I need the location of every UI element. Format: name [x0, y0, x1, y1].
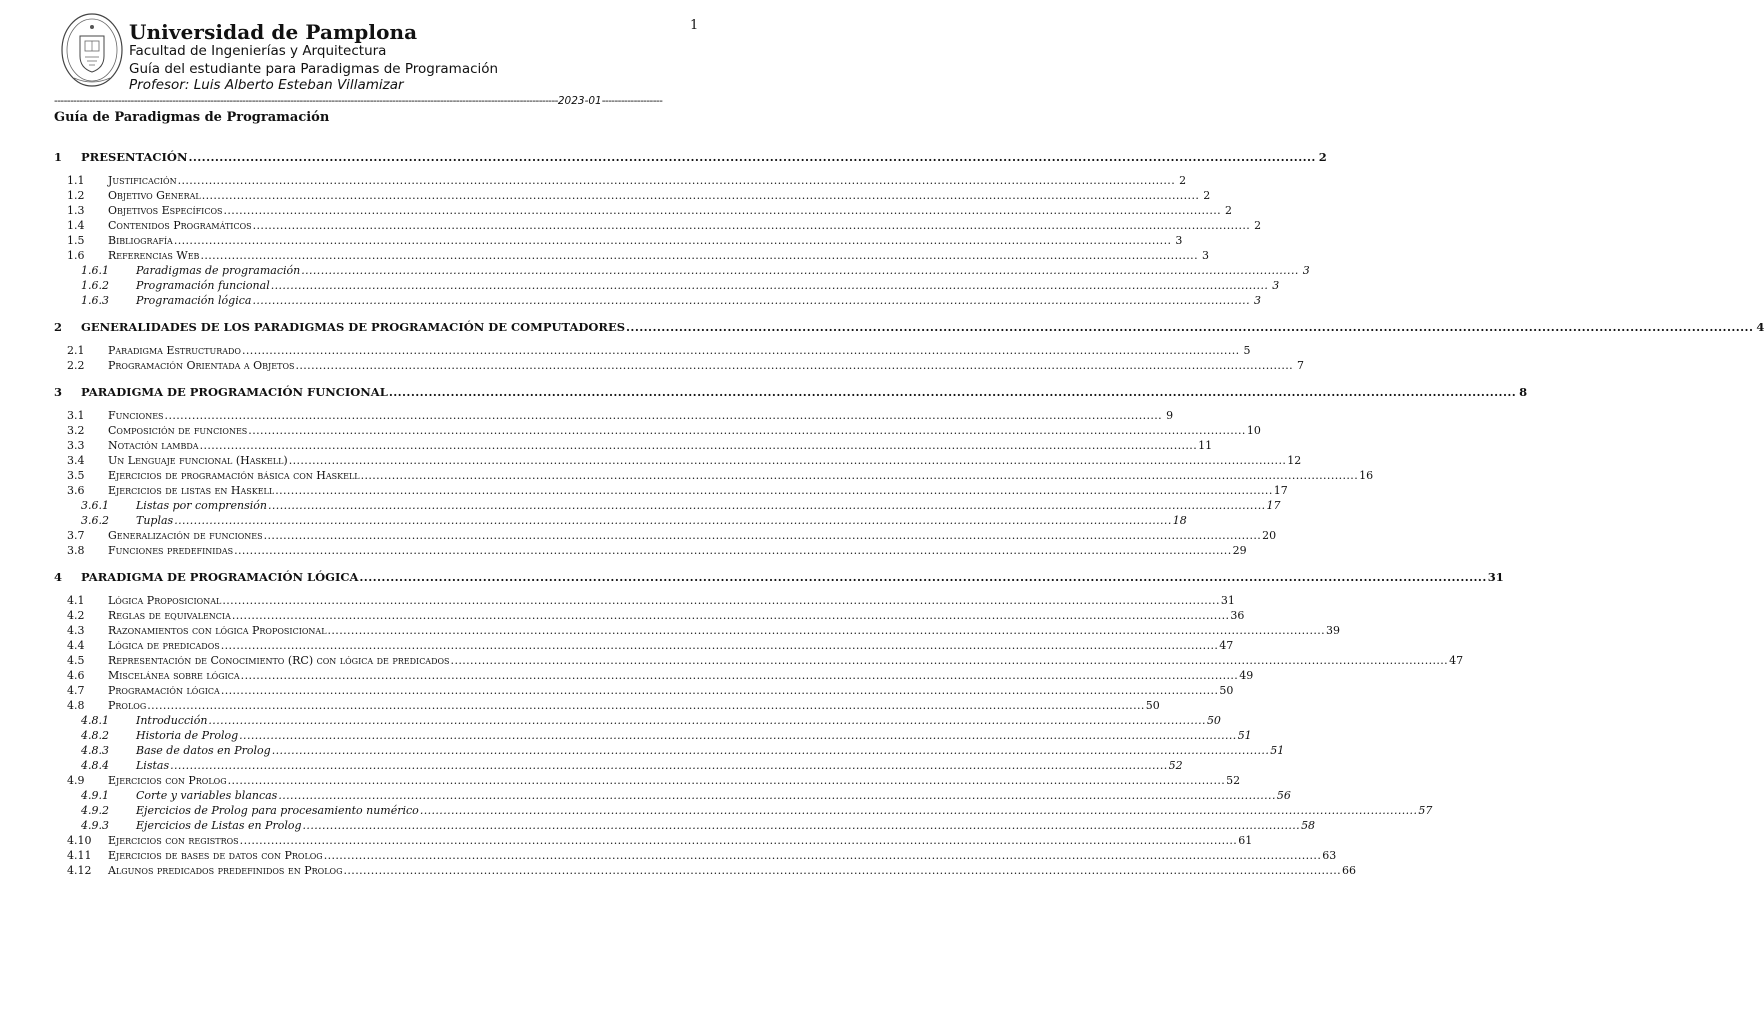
- toc-entry-label: Ejercicios de bases de datos con Prolog: [108, 849, 323, 862]
- toc-entry-label: Referencias Web: [108, 249, 200, 262]
- toc-dot-leader: [389, 385, 1516, 400]
- toc-entry[interactable]: [54, 498, 1281, 513]
- toc-dot-leader: [208, 713, 1206, 728]
- toc-entry[interactable]: [54, 423, 1261, 438]
- toc-entry-number: 4.9.3: [81, 819, 109, 832]
- toc-entry-page: 52: [1168, 759, 1183, 772]
- toc-dot-leader: [344, 863, 1342, 878]
- document-title: Guía de Paradigmas de Programación: [54, 110, 330, 125]
- toc-dot-leader: [200, 248, 1198, 263]
- toc-dot-leader: [174, 513, 1172, 528]
- toc-dot-leader: [165, 408, 1163, 423]
- toc-entry[interactable]: [54, 248, 1209, 263]
- toc-dot-leader: [222, 593, 1220, 608]
- toc-entry[interactable]: [54, 343, 1251, 358]
- toc-entry-number: 1.6: [67, 249, 85, 262]
- toc-entry-label: Programación funcional: [136, 279, 270, 292]
- toc-entry-number: 1.5: [67, 234, 85, 247]
- toc-entry[interactable]: [54, 278, 1280, 293]
- toc-entry[interactable]: [54, 408, 1174, 423]
- toc-entry-number: 3.4: [67, 454, 85, 467]
- toc-entry[interactable]: [54, 743, 1285, 758]
- toc-dot-leader: [202, 188, 1200, 203]
- toc-entry-number: 4.7: [67, 684, 85, 697]
- toc-entry-label: Ejercicios con Prolog: [108, 774, 227, 787]
- toc-entry-number: 2.2: [67, 359, 85, 372]
- toc-entry[interactable]: [54, 773, 1241, 788]
- toc-entry-page: 20: [1262, 529, 1277, 542]
- university-name: Universidad de Pamplona: [129, 20, 418, 44]
- toc-dot-leader: [178, 173, 1176, 188]
- toc-entry[interactable]: [54, 683, 1234, 698]
- toc-entry-label: Paradigma Estructurado: [108, 344, 241, 357]
- toc-entry-label: Ejercicios con registros: [108, 834, 239, 847]
- toc-entry-label: PRESENTACIÓN: [81, 150, 188, 164]
- toc-entry-number: 4.1: [67, 594, 85, 607]
- toc-entry-label: Composición de funciones: [108, 424, 248, 437]
- toc-entry-label: Listas por comprensión: [136, 499, 267, 512]
- toc-entry-page: 3: [1253, 294, 1261, 307]
- toc-entry-label: Corte y variables blancas: [136, 789, 278, 802]
- toc-entry[interactable]: [54, 698, 1160, 713]
- toc-entry[interactable]: [54, 653, 1464, 668]
- toc-entry[interactable]: [54, 623, 1341, 638]
- toc-entry[interactable]: [54, 320, 1764, 335]
- toc-entry-number: 3.6: [67, 484, 85, 497]
- toc-entry-label: Contenidos Programáticos: [108, 219, 252, 232]
- toc-dot-leader: [174, 233, 1172, 248]
- toc-entry-label: Ejercicios de Prolog para procesamiento numérico: [136, 804, 419, 817]
- toc-entry[interactable]: [54, 233, 1183, 248]
- toc-entry-page: 11: [1198, 439, 1213, 452]
- toc-entry-page: 31: [1487, 570, 1504, 584]
- toc-entry-page: 57: [1418, 804, 1433, 817]
- guide-subtitle: Guía del estudiante para Paradigmas de Programación: [129, 61, 499, 77]
- toc-entry-label: Funciones predefinidas: [108, 544, 234, 557]
- toc-entry-page: 52: [1226, 774, 1241, 787]
- toc-entry-number: 1.6.2: [81, 279, 109, 292]
- toc-entry[interactable]: [54, 203, 1233, 218]
- toc-entry-label: Objetivos Específicos: [108, 204, 223, 217]
- toc-entry-label: Programación lógica: [136, 294, 252, 307]
- toc-entry-page: 66: [1342, 864, 1357, 877]
- toc-entry[interactable]: [54, 150, 1327, 165]
- toc-entry-label: Notación lambda: [108, 439, 199, 452]
- toc-dot-leader: [626, 320, 1753, 335]
- toc-entry-page: 29: [1232, 544, 1247, 557]
- toc-entry-number: 4.6: [67, 669, 85, 682]
- toc-entry-page: 5: [1243, 344, 1251, 357]
- toc-dot-leader: [264, 528, 1262, 543]
- toc-entry-page: 50: [1206, 714, 1221, 727]
- toc-dot-leader: [241, 668, 1239, 683]
- page-number: 1: [690, 18, 699, 33]
- toc-entry[interactable]: [54, 638, 1234, 653]
- toc-entry-page: 51: [1270, 744, 1285, 757]
- toc-entry-page: 47: [1449, 654, 1464, 667]
- toc-entry-label: Prolog: [108, 699, 147, 712]
- toc-entry[interactable]: [54, 173, 1187, 188]
- toc-entry-label: Lógica Proposicional: [108, 594, 222, 607]
- toc-entry-number: 4.8.4: [81, 759, 109, 772]
- toc-entry[interactable]: [54, 758, 1183, 773]
- toc-entry[interactable]: [54, 438, 1213, 453]
- toc-entry-number: 3.1: [67, 409, 85, 422]
- toc-entry[interactable]: [54, 863, 1357, 878]
- toc-entry-page: 17: [1273, 484, 1288, 497]
- toc-entry-page: 47: [1219, 639, 1234, 652]
- toc-dot-leader: [170, 758, 1168, 773]
- toc-entry[interactable]: [54, 543, 1247, 558]
- toc-entry-page: 2: [1254, 219, 1262, 232]
- toc-entry-page: 17: [1266, 499, 1281, 512]
- toc-entry-label: Listas: [136, 759, 170, 772]
- toc-entry-number: 3: [54, 385, 63, 399]
- toc-entry-page: 2: [1179, 174, 1187, 187]
- toc-entry-label: Objetivo General: [108, 189, 201, 202]
- toc-dot-leader: [188, 150, 1315, 165]
- toc-entry-page: 3: [1272, 279, 1280, 292]
- toc-dot-leader: [242, 343, 1240, 358]
- toc-entry-page: 51: [1237, 729, 1252, 742]
- toc-entry-number: 4.9: [67, 774, 85, 787]
- toc-dot-leader: [272, 743, 1270, 758]
- toc-dot-leader: [147, 698, 1145, 713]
- toc-entry-page: 3: [1201, 249, 1209, 262]
- toc-entry-number: 4.8.1: [81, 714, 109, 727]
- toc-entry-page: 50: [1145, 699, 1160, 712]
- toc-entry[interactable]: [54, 218, 1262, 233]
- toc-entry-number: 3.2: [67, 424, 85, 437]
- toc-entry-label: Justificación: [108, 174, 177, 187]
- toc-entry[interactable]: [54, 483, 1288, 498]
- toc-entry[interactable]: [54, 728, 1252, 743]
- toc-entry[interactable]: [54, 188, 1211, 203]
- toc-entry-number: 4.8.3: [81, 744, 109, 757]
- toc-entry-label: Paradigmas de programación: [136, 264, 301, 277]
- toc-entry-page: 12: [1287, 454, 1302, 467]
- toc-entry-label: Ejercicios de Listas en Prolog: [136, 819, 302, 832]
- toc-entry-page: 2: [1318, 150, 1327, 164]
- toc-entry-page: 18: [1172, 514, 1187, 527]
- toc-dot-leader: [324, 848, 1322, 863]
- toc-dot-leader: [271, 278, 1269, 293]
- toc-dot-leader: [303, 818, 1301, 833]
- toc-entry-page: 39: [1326, 624, 1341, 637]
- toc-dot-leader: [451, 653, 1449, 668]
- term-label: 2023-01: [557, 95, 602, 107]
- toc-entry-label: Algunos predicados predefinidos en Prolog: [108, 864, 343, 877]
- toc-entry-number: 1.6.3: [81, 294, 109, 307]
- toc-entry-number: 1: [54, 150, 63, 164]
- toc-dot-leader: [252, 293, 1250, 308]
- university-seal-icon: [60, 12, 124, 88]
- toc-entry-label: Bibliografía: [108, 234, 173, 247]
- toc-entry[interactable]: [54, 668, 1254, 683]
- toc-entry-page: 58: [1301, 819, 1316, 832]
- toc-entry-page: 3: [1175, 234, 1183, 247]
- toc-entry[interactable]: [54, 593, 1235, 608]
- toc-entry-number: 4.9.2: [81, 804, 109, 817]
- professor-name: Profesor: Luis Alberto Esteban Villamizar: [129, 77, 404, 93]
- toc-entry-number: 3.5: [67, 469, 85, 482]
- toc-entry-number: 2: [54, 320, 63, 334]
- toc-entry-label: Programación lógica: [108, 684, 220, 697]
- toc-entry[interactable]: [54, 453, 1302, 468]
- toc-entry-number: 2.1: [67, 344, 85, 357]
- toc-entry-label: Representación de Conocimiento (RC) con lógica de predicados: [108, 654, 450, 667]
- toc-entry[interactable]: [54, 293, 1261, 308]
- toc-entry-number: 4.5: [67, 654, 85, 667]
- toc-entry-number: 3.6.2: [81, 514, 109, 527]
- toc-entry-number: 1.3: [67, 204, 85, 217]
- toc-entry-number: 4.9.1: [81, 789, 109, 802]
- toc-entry-number: 4.4: [67, 639, 85, 652]
- toc-entry[interactable]: [54, 848, 1337, 863]
- toc-entry[interactable]: [54, 528, 1277, 543]
- toc-entry[interactable]: [54, 818, 1316, 833]
- toc-dot-leader: [268, 498, 1266, 513]
- toc-dot-leader: [278, 788, 1276, 803]
- toc-entry-page: 3: [1302, 264, 1310, 277]
- toc-dot-leader: [200, 438, 1198, 453]
- toc-entry-label: PARADIGMA DE PROGRAMACIÓN FUNCIONAL: [81, 385, 388, 399]
- toc-entry-label: Funciones: [108, 409, 164, 422]
- toc-entry-label: PARADIGMA DE PROGRAMACIÓN LÓGICA: [81, 570, 359, 584]
- toc-dot-leader: [232, 608, 1230, 623]
- toc-entry[interactable]: [54, 788, 1291, 803]
- toc-entry-number: 4: [54, 570, 63, 584]
- toc-entry-number: 4.8: [67, 699, 85, 712]
- toc-entry-label: Ejercicios de programación básica con Haskell: [108, 469, 360, 482]
- toc-dot-leader: [275, 483, 1273, 498]
- toc-entry-page: 4: [1756, 320, 1764, 334]
- toc-entry-page: 2: [1203, 189, 1211, 202]
- toc-dot-leader: [221, 683, 1219, 698]
- toc-entry-number: 4.12: [67, 864, 92, 877]
- toc-entry[interactable]: [54, 358, 1305, 373]
- toc-entry-label: Programación Orientada a Objetos: [108, 359, 295, 372]
- toc-entry[interactable]: [54, 833, 1253, 848]
- toc-entry-page: 10: [1246, 424, 1261, 437]
- toc-entry-label: Razonamientos con lógica Proposicional: [108, 624, 327, 637]
- toc-entry-page: 9: [1166, 409, 1174, 422]
- toc-entry-number: 1.2: [67, 189, 85, 202]
- toc-entry-number: 1.4: [67, 219, 85, 232]
- toc-entry-number: 3.6.1: [81, 499, 109, 512]
- toc-dot-leader: [240, 833, 1238, 848]
- toc-entry[interactable]: [54, 513, 1187, 528]
- toc-entry-number: 4.10: [67, 834, 92, 847]
- toc-entry-number: 4.8.2: [81, 729, 109, 742]
- toc-entry-page: 63: [1322, 849, 1337, 862]
- toc-entry-page: 16: [1359, 469, 1374, 482]
- toc-dot-leader: [361, 468, 1359, 483]
- toc-entry-number: 4.3: [67, 624, 85, 637]
- toc-entry-number: 4.11: [67, 849, 92, 862]
- toc-dot-leader: [239, 728, 1237, 743]
- toc-entry[interactable]: [54, 385, 1528, 400]
- toc-dot-leader: [234, 543, 1232, 558]
- header-rule: --------------------------------------------------------------------------------------------------------------------------------------------------------------2023-01-------------------: [54, 95, 663, 107]
- toc-entry-page: 36: [1230, 609, 1245, 622]
- toc-entry-label: Tuplas: [136, 514, 174, 527]
- toc-entry-label: Base de datos en Prolog: [136, 744, 271, 757]
- toc-entry-label: Introducción: [136, 714, 208, 727]
- toc-entry-page: 49: [1239, 669, 1254, 682]
- toc-entry-number: 3.7: [67, 529, 85, 542]
- toc-entry-number: 1.6.1: [81, 264, 109, 277]
- toc-entry[interactable]: [54, 803, 1433, 818]
- toc-dot-leader: [221, 638, 1219, 653]
- toc-entry[interactable]: [54, 570, 1504, 585]
- toc-entry-label: Reglas de equivalencia: [108, 609, 231, 622]
- toc-dot-leader: [420, 803, 1418, 818]
- toc-entry-page: 50: [1219, 684, 1234, 697]
- toc-dot-leader: [253, 218, 1251, 233]
- toc-dot-leader: [248, 423, 1246, 438]
- toc-entry-label: Miscelánea sobre lógica: [108, 669, 240, 682]
- toc-entry-label: GENERALIDADES DE LOS PARADIGMAS DE PROGRAMACIÓN DE COMPUTADORES: [81, 320, 626, 334]
- toc-dot-leader: [228, 773, 1226, 788]
- toc-entry-number: 3.8: [67, 544, 85, 557]
- toc-entry-label: Un Lenguaje funcional (Haskell): [108, 454, 288, 467]
- toc-entry-page: 61: [1238, 834, 1253, 847]
- toc-entry[interactable]: [54, 713, 1221, 728]
- toc-entry-label: Ejercicios de listas en Haskell: [108, 484, 275, 497]
- toc-entry-number: 3.3: [67, 439, 85, 452]
- toc-entry[interactable]: [54, 608, 1245, 623]
- toc-entry-page: 8: [1519, 385, 1528, 399]
- toc-entry-number: 1.1: [67, 174, 85, 187]
- toc-dot-leader: [359, 570, 1486, 585]
- toc-entry-page: 56: [1276, 789, 1291, 802]
- toc-entry-page: 31: [1220, 594, 1235, 607]
- toc-entry-label: Historia de Prolog: [136, 729, 239, 742]
- toc-dot-leader: [224, 203, 1222, 218]
- toc-dot-leader: [289, 453, 1287, 468]
- toc-entry-page: 7: [1297, 359, 1305, 372]
- toc-entry-label: Lógica de predicados: [108, 639, 220, 652]
- toc-entry[interactable]: [54, 263, 1310, 278]
- toc-entry-page: 2: [1225, 204, 1233, 217]
- toc-entry[interactable]: [54, 468, 1374, 483]
- toc-entry-number: 4.2: [67, 609, 85, 622]
- toc-entry-label: Generalización de funciones: [108, 529, 263, 542]
- toc-dot-leader: [328, 623, 1326, 638]
- toc-dot-leader: [301, 263, 1299, 278]
- faculty-name: Facultad de Ingenierías y Arquitectura: [129, 43, 387, 59]
- toc-dot-leader: [295, 358, 1293, 373]
